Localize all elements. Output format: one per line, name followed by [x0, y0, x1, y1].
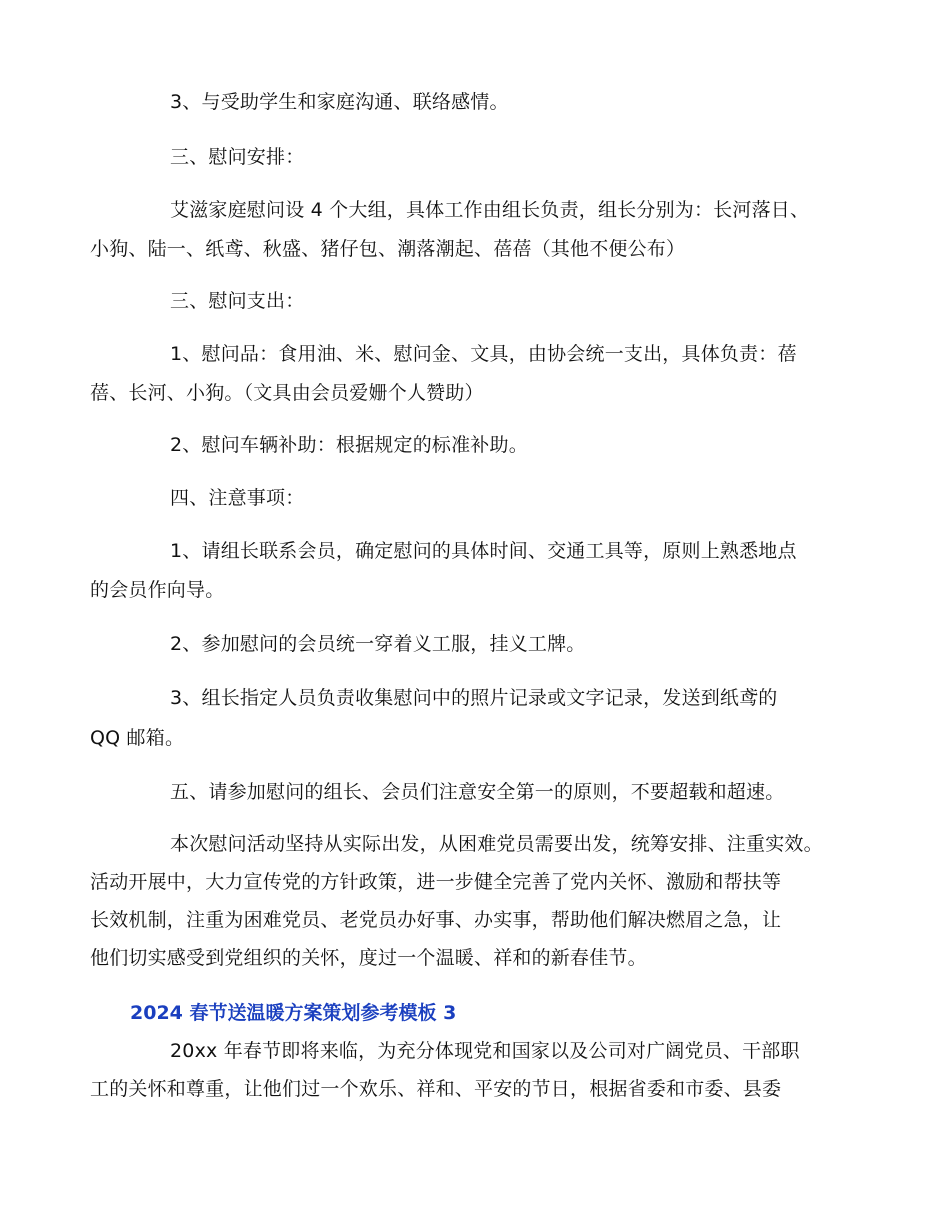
paragraph-line: 他们切实感受到党组织的关怀，度过一个温暖、祥和的新春佳节。 [90, 947, 647, 969]
paragraph-line: 小狗、陆一、纸鸢、秋盛、猪仔包、潮落潮起、蓓蓓（其他不便公布） [90, 238, 686, 260]
section-title: 2024 春节送温暖方案策划参考模板 3 [130, 1002, 457, 1024]
section-heading-expenses: 三、慰问支出： [170, 290, 305, 312]
paragraph-line: 活动开展中，大力宣传党的方针政策，进一步健全完善了党内关怀、激励和帮扶等 [90, 871, 782, 893]
paragraph-line: QQ 邮箱。 [90, 727, 185, 749]
paragraph-line: 2、慰问车辆补助：根据规定的标准补助。 [170, 434, 528, 456]
paragraph-line: 本次慰问活动坚持从实际出发，从困难党员需要出发，统筹安排、注重实效。 [170, 833, 823, 855]
section-heading-arrangement: 三、慰问安排： [170, 146, 305, 168]
paragraph-line: 2、参加慰问的会员统一穿着义工服，挂义工牌。 [170, 633, 586, 655]
paragraph-line: 3、组长指定人员负责收集慰问中的照片记录或文字记录，发送到纸鸢的 [170, 687, 778, 709]
paragraph-line: 3、与受助学生和家庭沟通、联络感情。 [170, 91, 509, 113]
paragraph-line: 20xx 年春节即将来临，为充分体现党和国家以及公司对广阔党员、干部职 [170, 1040, 800, 1062]
paragraph-line: 五、请参加慰问的组长、会员们注意安全第一的原则，不要超载和超速。 [170, 781, 785, 803]
paragraph-line: 1、慰问品：食用油、米、慰问金、文具，由协会统一支出，具体负责：蓓 [170, 343, 797, 365]
paragraph-line: 蓓、长河、小狗。（文具由会员爱姗个人赞助） [90, 382, 484, 404]
paragraph-line: 1、请组长联系会员，确定慰问的具体时间、交通工具等，原则上熟悉地点 [170, 540, 797, 562]
paragraph-line: 艾滋家庭慰问设 4 个大组，具体工作由组长负责，组长分别为：长河落日、 [170, 199, 810, 221]
paragraph-line: 长效机制，注重为困难党员、老党员办好事、办实事，帮助他们解决燃眉之急，让 [90, 909, 782, 931]
section-heading-notes: 四、注意事项： [170, 487, 305, 509]
paragraph-line: 的会员作向导。 [90, 579, 225, 601]
paragraph-line: 工的关怀和尊重，让他们过一个欢乐、祥和、平安的节日，根据省委和市委、县委 [90, 1078, 782, 1100]
